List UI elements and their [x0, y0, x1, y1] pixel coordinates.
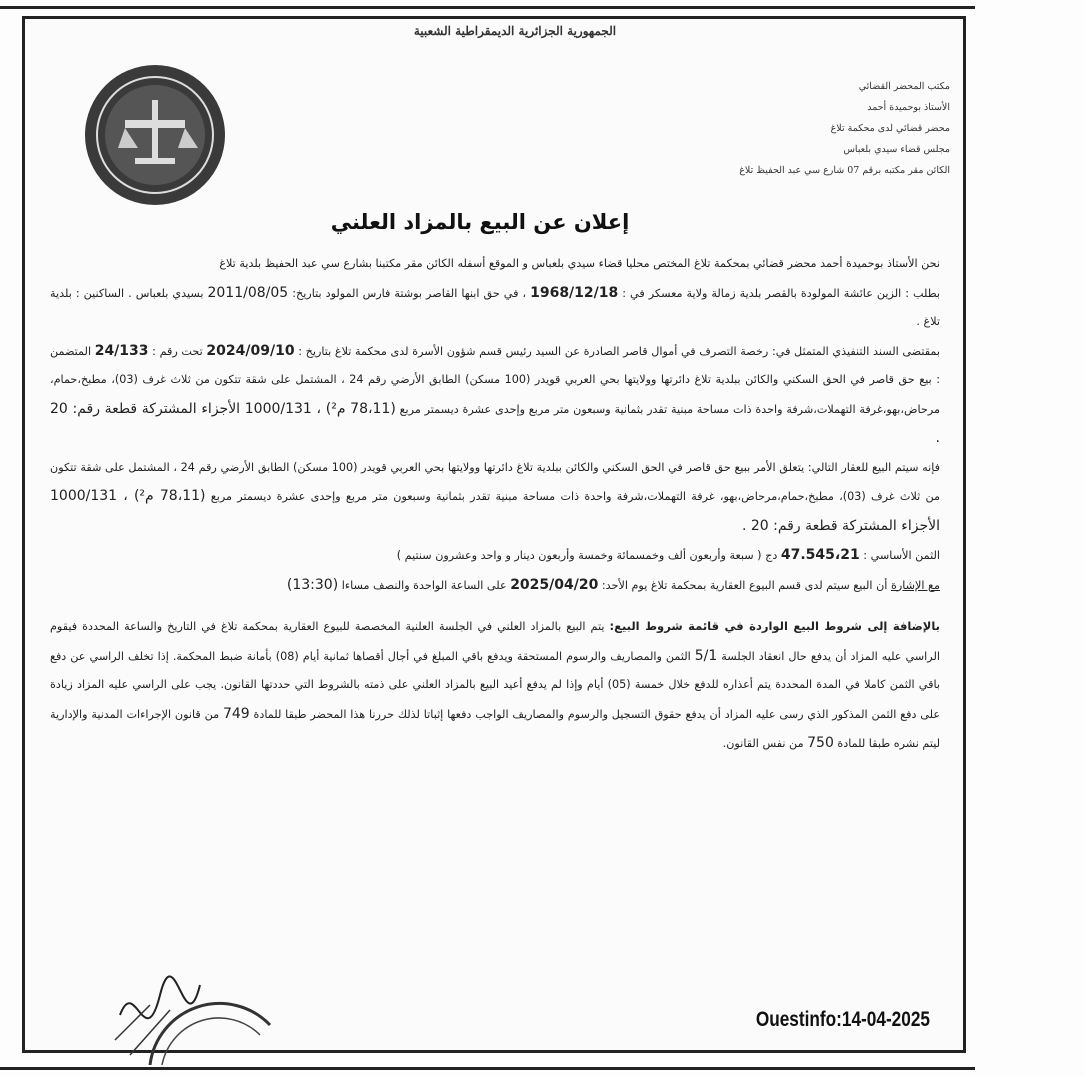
paragraph-property: [50, 454, 940, 542]
office-line: الكائن مقر مكتبه برقم 07 شارع سي عبد الحفيظ تلاغ: [739, 165, 950, 176]
area: (78،11 م²): [325, 400, 396, 417]
minor-birth-date: 2011/08/05: [207, 284, 289, 301]
text: تحت رقم :: [148, 344, 207, 358]
conditions-lead: بالإضافة إلى شروط البيع الواردة في قائمة شروط البيع:: [609, 619, 940, 633]
paragraph-sale-date: [50, 571, 940, 601]
text: ، 1000/131 الأجزاء المشتركة قطعة رقم: 20 .: [50, 400, 940, 446]
office-line: مكتب المحضر القضائي: [858, 81, 950, 92]
area: (78،11 م²): [133, 488, 206, 504]
text: بطلب : الزين عائشة المولودة بالقصر بلدية زمالة ولاية معسكر في :: [618, 286, 941, 300]
text: على الساعة الواحدة والنصف مساءا: [338, 578, 511, 592]
text: المتضمن : بيع حق قاصر في الحق السكني والكائن ببلدية تلاغ دائرتها وولايتها بحي العربي قويدر (100 مسكن) الطابق الأرضي رقم 24 ، المشتمل على شقة تتكون من ثلاث غرف (03)، مطبخ،حمام، مرحاض،بهو،غرفة التهملات،شرفة واحدة ذات مساحة مبنية تقدر بثمانية وسبعون متر مربع وإحدى عشرة ديسمتر مربع: [50, 344, 940, 416]
text: أن البيع سيتم لدى قسم البيوع العقارية بمحكمة تلاغ يوم الأحد:: [598, 578, 891, 592]
paragraph-title-deed: [50, 337, 940, 454]
court-seal-icon: [80, 60, 230, 210]
text: من نفس القانون.: [722, 737, 808, 750]
text: من قانون الإجراءات المدنية والإدارية ليتم نشره طبقا للمادة: [50, 707, 940, 750]
base-price: 47.545،21: [780, 547, 860, 563]
text: الثمن الأساسي :: [859, 549, 940, 562]
article-number: 749: [222, 705, 250, 722]
office-line: مجلس قضاء سيدي بلعباس: [843, 144, 950, 155]
office-line: محضر قضائي لدى محكمة تلاغ: [830, 123, 950, 134]
text: دج ( سبعة وأربعون ألف وخمسمائة وخمسة وأربعون دينار و واحد وعشرون سنتيم ): [396, 549, 781, 562]
bailiff-office-block: [650, 76, 950, 181]
text: يتم البيع بالمزاد العلني في الجلسة العلنية المخصصة للبيوع العقارية بمحكمة تلاغ في التاريخ والساعة المحددة فيقوم الراسي عليه المزاد أن يدفع حال انعقاد الجلسة: [50, 620, 940, 663]
paragraph-request: [50, 279, 940, 337]
paragraph-intro: نحن الأستاذ بوحميدة أحمد محضر قضائي بمحكمة تلاغ المختص محليا قضاء سيدي بلعباس و الموقع أسفله الكائن مقر مكتبنا بشارع سي عبد الحفيظ بلدية تلاغ: [219, 257, 940, 270]
text: ، في حق ابنها القاصر بوشتة فارس المولود بتاريخ:: [288, 286, 531, 300]
sale-time: (13:30): [286, 576, 339, 593]
bottom-rule: [0, 1067, 975, 1070]
note-label: مع الإشارة: [890, 578, 940, 592]
text: بمقتضى السند التنفيذي المتمثل في: رخصة التصرف في أموال قاصر الصادرة عن السيد رئيس قسم شؤون الأسرة لدى محكمة تلاغ بتاريخ :: [294, 344, 940, 358]
text: فإنه سيتم البيع للعقار التالي: يتعلق الأمر ببيع حق قاصر في الحق السكني والكائن ببلدية تلاغ دائرتها وولايتها بحي العربي قويدر (100 مسكن) الطابق الأرضي رقم 24 ، المشتمل على شقة تتكون من ثلاث غرف (03)، مطبخ،حمام،مرحاض،بهو، غرفة التهملات،شرفة واحدة ذات مساحة مبنية تقدر بثمانية وسبعون متر مربع وإحدى عشرة ديسمتر مربع: [50, 460, 941, 503]
text: الثمن والمصاريف والرسوم المستحقة ويدفع باقي المبلغ في أجال أقصاها ثمانية أيام (08) بأمانة ضبط المحكمة. إذا تخلف الراسي عن دفع باقي الثمن كاملا في المدة المحددة يتم أعذاره للدفع خلال خمسة (05) أيام وإذا لم يدفع أعيد البيع بالمزاد العلني على ذمته بالشروط التي حددتها القانون. يجب على الراسي عليه المزاد زيادة على دفع الثمن المذكور الذي رسى عليه المزاد أن يدفع حقوق التسجيل والرسوم والمصاريف الواجب دفعها إثباتا لذلك حررنا هذا المحضر طبقا للمادة: [50, 649, 940, 721]
deed-date: 2024/09/10: [206, 342, 295, 359]
republic-heading: الجمهورية الجزائرية الديمقراطية الشعبية: [413, 24, 617, 38]
article-number: 750: [807, 735, 834, 751]
top-rule: [0, 6, 975, 9]
deed-number: 24/133: [94, 342, 149, 359]
office-line: الأستاذ بوحميدة أحمد: [867, 102, 950, 113]
birth-date: 1968/12/18: [530, 284, 619, 301]
paragraph-price: [50, 541, 940, 571]
signature-stamp-icon: [90, 955, 280, 1065]
announcement-title: إعلان عن البيع بالمزاد العلني: [330, 210, 630, 234]
source-credit: Ouestinfo:14-04-2025: [755, 1008, 930, 1031]
sale-date: 2025/04/20: [510, 576, 599, 593]
text: بسيدي بلعباس . الساكنين : بلدية تلاغ .: [50, 286, 940, 328]
fraction: 5/1: [694, 647, 718, 664]
text: ، 1000/131 الأجزاء المشتركة قطعة رقم: 20 .: [50, 488, 940, 534]
paragraph-conditions: [50, 612, 940, 759]
announcement-body: [50, 250, 940, 759]
